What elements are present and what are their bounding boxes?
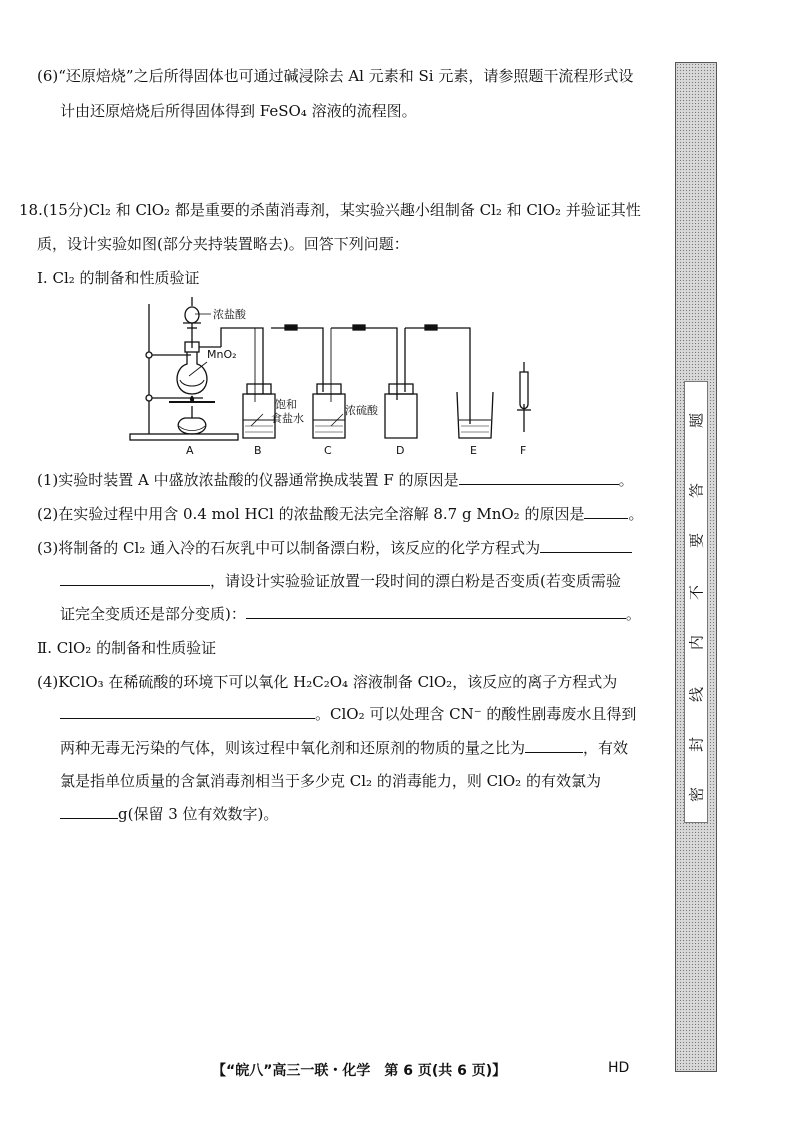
letter-b: B (254, 444, 262, 457)
seal-notice (684, 381, 708, 823)
letter-e: E (470, 444, 477, 457)
seal-char-5: 不 (687, 585, 706, 601)
q18-s1 (37, 470, 634, 490)
label-mno2: MnO₂ (207, 348, 237, 361)
q18-s3a (37, 538, 632, 558)
s3c-end: 。 (625, 605, 641, 623)
q18-s4e (60, 804, 278, 824)
seal-char-2: 封 (687, 737, 706, 753)
s4b-text: 。ClO₂ 可以处理含 CN⁻ 的酸性剧毒废水且得到 (315, 705, 637, 723)
apparatus-diagram (125, 292, 545, 458)
q18-s4a: (4)KClO₃ 在稀硫酸的环境下可以氧化 H₂C₂O₄ 溶液制备 ClO₂，该反应的离子方程式为 (37, 673, 618, 691)
seal-char-6: 要 (687, 533, 706, 549)
s2-text: (2)在实验过程中用含 0.4 mol HCl 的浓盐酸无法完全溶解 8.7 g MnO₂ 的原因是 (37, 505, 585, 523)
q18-s4c (60, 738, 628, 758)
s2-blank[interactable] (584, 504, 628, 519)
s4-blank-effective-chlorine[interactable] (60, 804, 118, 819)
letter-a: A (186, 444, 194, 457)
s1-blank[interactable] (459, 470, 619, 485)
s3a-text: (3)将制备的 Cl₂ 通入冷的石灰乳中可以制备漂白粉，该反应的化学方程式为 (37, 539, 541, 557)
label-brine-1: 饱和 (275, 398, 297, 411)
label-brine-2: 食盐水 (271, 412, 304, 425)
s4c-text-2: ，有效 (583, 739, 629, 757)
footer-code: HD (608, 1060, 630, 1076)
seal-sidebar (675, 62, 717, 1072)
s4-blank-ionic-eq[interactable] (60, 704, 315, 719)
q18-s4b (60, 704, 636, 724)
s3c-text: 证完全变质还是部分变质)： (60, 605, 246, 623)
label-conc-hcl: 浓盐酸 (213, 308, 246, 321)
s4-blank-ratio[interactable] (525, 738, 583, 753)
s4c-text: 两种无毒无污染的气体，则该过程中氧化剂和还原剂的物质的量之比为 (60, 739, 526, 757)
page-footer: 【“皖八”高三一联・化学 第 6 页(共 6 页)】 (212, 1063, 507, 1079)
seal-char-1: 密 (687, 787, 706, 803)
q18-s3c (60, 604, 641, 624)
stand-base (130, 434, 238, 440)
label-conc-h2so4: 浓硫酸 (345, 404, 378, 417)
q18-intro-line1: 18.(15分)Cl₂ 和 ClO₂ 都是重要的杀菌消毒剂，某实验兴趣小组制备 Cl₂ 和 ClO₂ 并验证其性 (19, 201, 641, 219)
letter-f: F (520, 444, 527, 457)
q6-line1: (6)“还原焙烧”之后所得固体也可通过碱浸除去 Al 元素和 Si 元素，请参照题干流程形式设 (37, 67, 634, 85)
part2-title: Ⅱ. ClO₂ 的制备和性质验证 (37, 639, 217, 657)
q6-line2: 计由还原焙烧后所得固体得到 FeSO₄ 溶液的流程图。 (60, 102, 417, 120)
q18-s2 (37, 504, 643, 524)
s2-end: 。 (628, 505, 644, 523)
s3-blank-equation[interactable] (540, 538, 632, 553)
s3-blank-verify[interactable] (246, 604, 626, 619)
seal-char-3: 线 (687, 687, 706, 703)
s1-end: 。 (618, 471, 634, 489)
q18-s3b (60, 571, 621, 591)
seal-char-4: 内 (687, 635, 706, 651)
s4e-text: g(保留 3 位有效数字)。 (118, 805, 279, 823)
part1-title: Ⅰ. Cl₂ 的制备和性质验证 (37, 269, 200, 287)
s3-blank-equation-cont[interactable] (60, 571, 210, 586)
seal-char-8: 题 (687, 413, 706, 429)
q18-intro-line2: 质，设计实验如图(部分夹持装置略去)。回答下列问题： (37, 235, 409, 253)
s1-text: (1)实验时装置 A 中盛放浓盐酸的仪器通常换成装置 F 的原因是 (37, 471, 459, 489)
s3b-text: ，请设计实验验证放置一段时间的漂白粉是否变质(若变质需验 (210, 572, 621, 590)
seal-char-7: 答 (687, 483, 706, 499)
letter-c: C (324, 444, 332, 457)
q18-s4d: 氯是指单位质量的含氯消毒剂相当于多少克 Cl₂ 的消毒能力，则 ClO₂ 的有效氯为 (60, 772, 601, 790)
letter-d: D (396, 444, 405, 457)
